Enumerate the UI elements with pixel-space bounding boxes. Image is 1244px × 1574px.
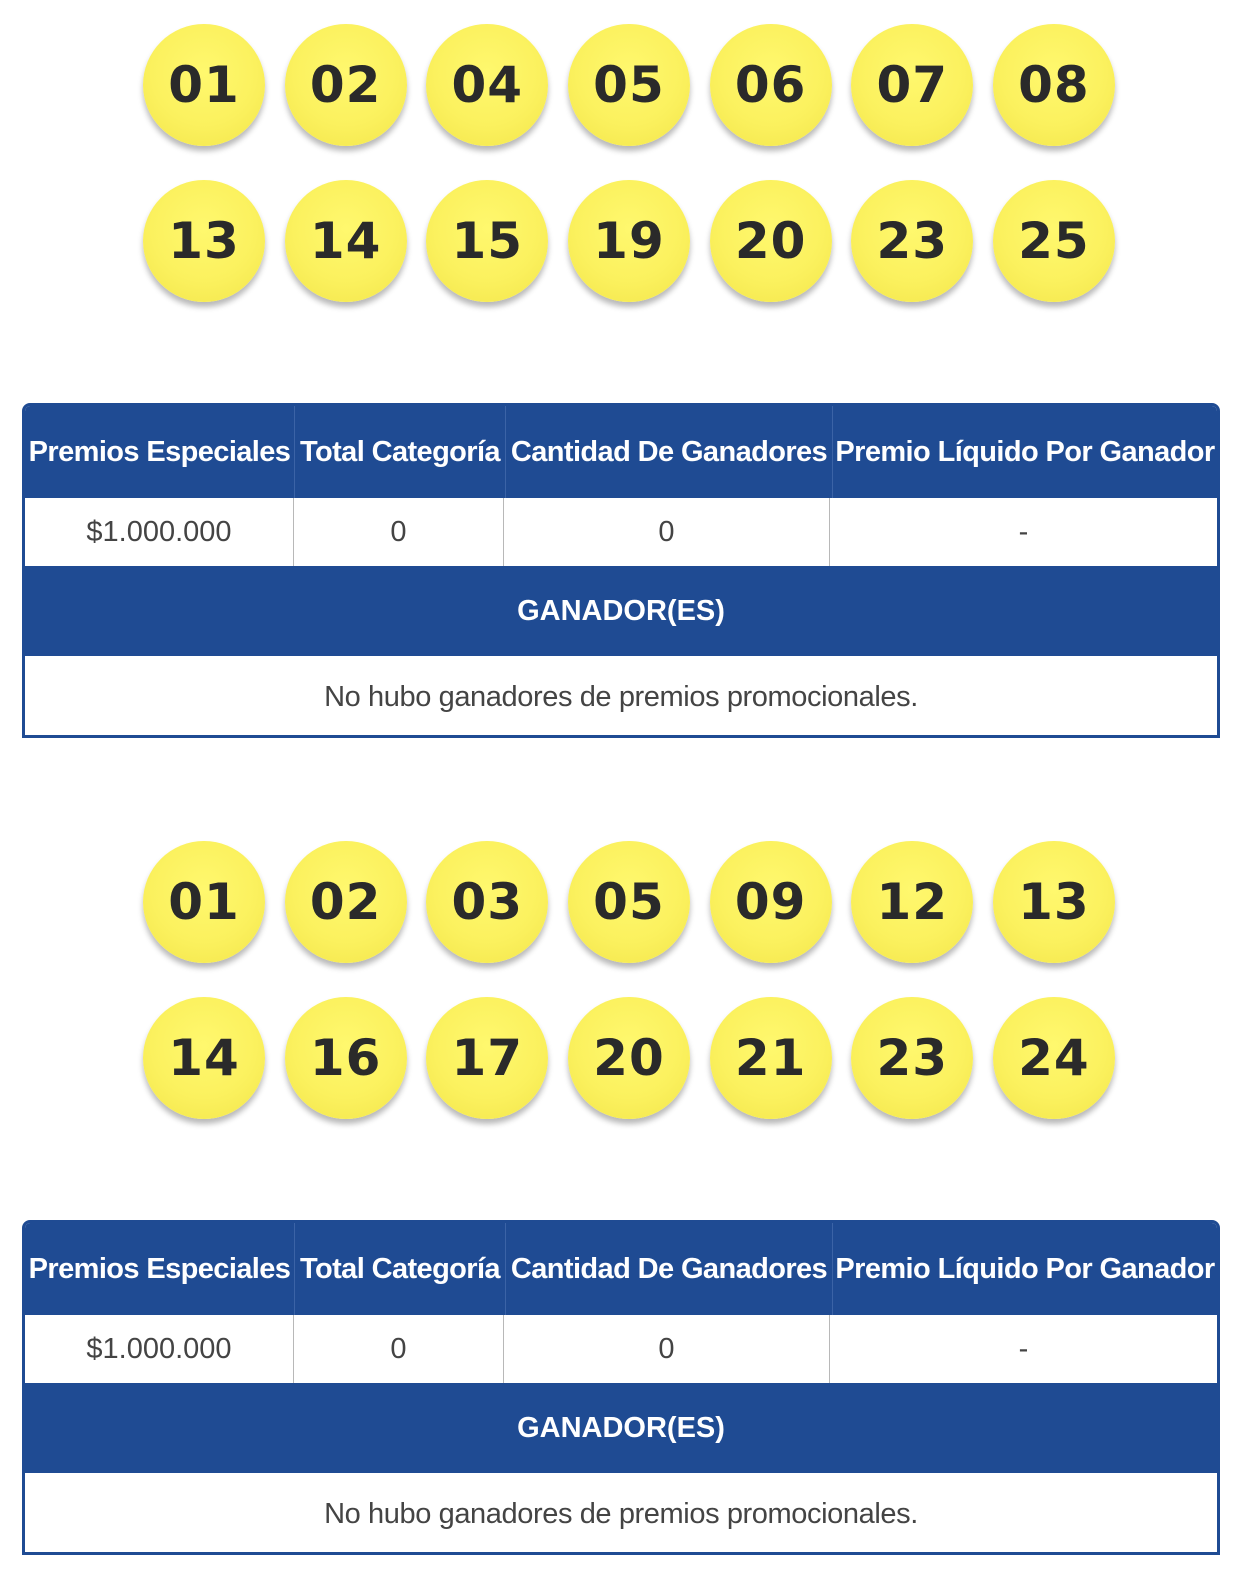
- drawn-numbers-row-1: [143, 24, 1115, 152]
- lottery-ball: 05: [568, 841, 690, 963]
- winners-section-header: GANADOR(ES): [25, 1383, 1217, 1473]
- lottery-ball: 23: [851, 180, 973, 302]
- lottery-ball: 06: [710, 24, 832, 146]
- winners-message: No hubo ganadores de premios promocionales.: [324, 1497, 918, 1530]
- header-premios-especiales: Premios Especiales: [25, 406, 295, 498]
- table-header-row: [25, 406, 1217, 498]
- lottery-ball: 09: [710, 841, 832, 963]
- lottery-ball: 02: [285, 841, 407, 963]
- lottery-ball: 21: [710, 997, 832, 1119]
- cell-total-category: 0: [294, 1315, 504, 1383]
- lottery-ball: 13: [143, 180, 265, 302]
- lottery-ball: 19: [568, 180, 690, 302]
- lottery-ball: 20: [710, 180, 832, 302]
- winners-message: No hubo ganadores de premios promocionales.: [324, 680, 918, 713]
- lottery-ball: 12: [851, 841, 973, 963]
- drawn-numbers-row-2: [143, 180, 1115, 308]
- lottery-ball: 25: [993, 180, 1115, 302]
- cell-prize-amount: $1.000.000: [25, 1315, 294, 1383]
- special-prizes-table: [22, 403, 1220, 738]
- lottery-ball: 02: [285, 24, 407, 146]
- lottery-ball: 17: [426, 997, 548, 1119]
- cell-winner-count: 0: [504, 1315, 830, 1383]
- lottery-ball: 13: [993, 841, 1115, 963]
- lottery-ball: 15: [426, 180, 548, 302]
- lottery-ball: 14: [285, 180, 407, 302]
- lottery-ball: 24: [993, 997, 1115, 1119]
- table-row: [25, 498, 1217, 566]
- lottery-ball: 04: [426, 24, 548, 146]
- lottery-ball: 14: [143, 997, 265, 1119]
- winners-section-header: GANADOR(ES): [25, 566, 1217, 656]
- lottery-ball: 07: [851, 24, 973, 146]
- lottery-ball: 08: [993, 24, 1115, 146]
- table-row: [25, 1315, 1217, 1383]
- drawn-numbers-row-1: [143, 841, 1115, 969]
- lottery-ball: 01: [143, 24, 265, 146]
- drawn-numbers-row-2: [143, 997, 1115, 1125]
- cell-total-category: 0: [294, 498, 504, 566]
- header-total-categoria: Total Categoría: [295, 1223, 506, 1315]
- header-cantidad-ganadores: Cantidad De Ganadores: [506, 406, 833, 498]
- cell-net-prize: -: [1018, 1332, 1029, 1365]
- cell-net-prize: -: [1018, 515, 1029, 548]
- lottery-ball: 05: [568, 24, 690, 146]
- special-prizes-table: [22, 1220, 1220, 1555]
- lottery-ball: 01: [143, 841, 265, 963]
- lottery-ball: 23: [851, 997, 973, 1119]
- header-cantidad-ganadores: Cantidad De Ganadores: [506, 1223, 833, 1315]
- cell-winner-count: 0: [504, 498, 830, 566]
- header-premio-liquido: Premio Líquido Por Ganador: [835, 1252, 1215, 1285]
- lottery-ball: 16: [285, 997, 407, 1119]
- lottery-ball: 03: [426, 841, 548, 963]
- cell-prize-amount: $1.000.000: [25, 498, 294, 566]
- table-header-row: [25, 1223, 1217, 1315]
- header-premios-especiales: Premios Especiales: [25, 1223, 295, 1315]
- header-premio-liquido: Premio Líquido Por Ganador: [835, 435, 1215, 468]
- lottery-ball: 20: [568, 997, 690, 1119]
- header-total-categoria: Total Categoría: [295, 406, 506, 498]
